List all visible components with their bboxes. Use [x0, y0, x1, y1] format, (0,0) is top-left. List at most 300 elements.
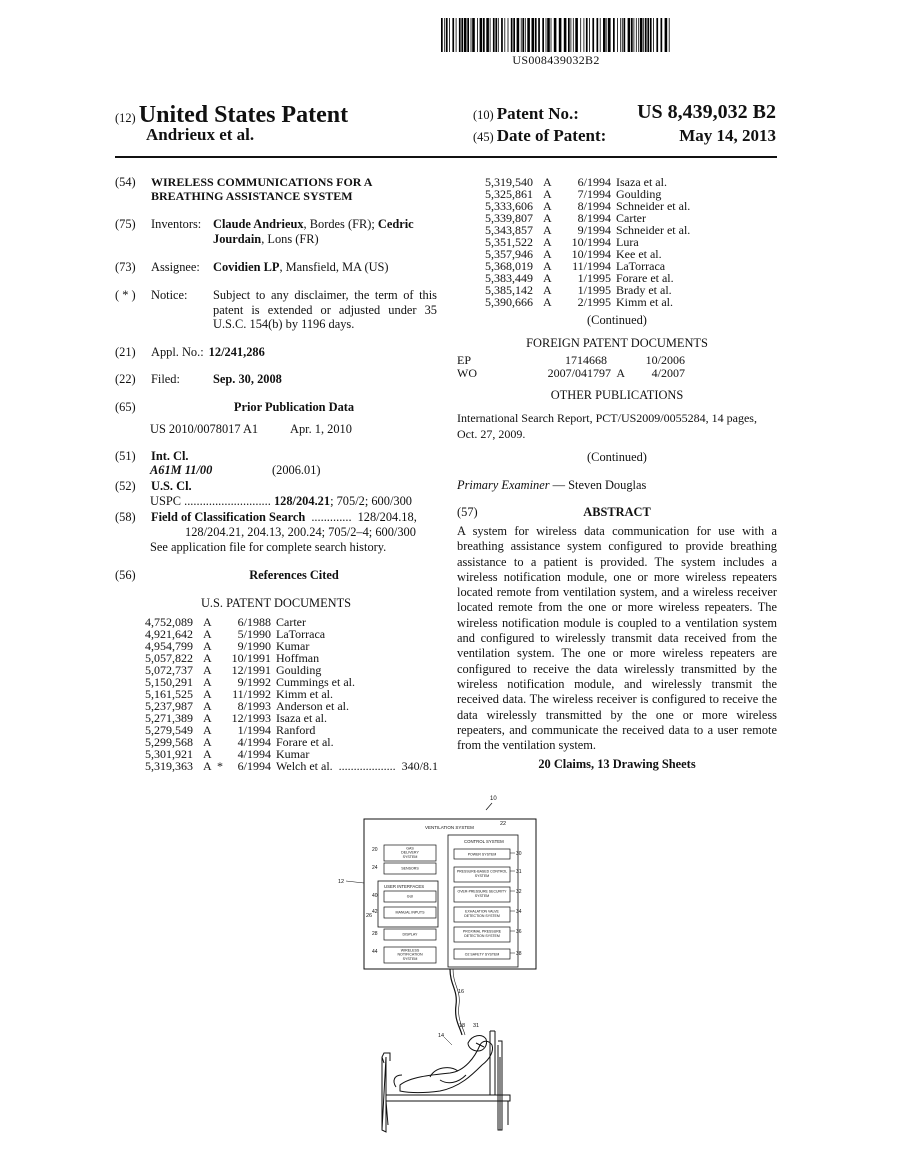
examiner-label: Primary Examiner: [457, 478, 550, 492]
field-line-1-end: 128/204.18,: [357, 510, 417, 524]
ref-name: Brady et al.: [616, 283, 672, 297]
foreign-country: WO: [457, 365, 477, 380]
refs-heading: References Cited: [249, 568, 339, 582]
foreign-date: 4/2007: [651, 365, 685, 380]
ref-number: 5,319,540: [485, 175, 533, 189]
code-10: (10): [473, 108, 494, 122]
filed-field: [115, 372, 282, 387]
ref-kind: A: [543, 223, 552, 237]
barcode-bar: [495, 18, 497, 52]
foreign-row: [457, 354, 777, 367]
ref-date: 8/1994: [577, 211, 611, 225]
ref-number: 5,325,861: [485, 187, 533, 201]
field-line-2: 128/204.21, 204.13, 200.24; 705/2–4; 600/300: [185, 525, 416, 539]
title-field: [115, 175, 435, 203]
figure-box-label: SENSORS: [401, 866, 419, 871]
ref-date: 1/1994: [237, 723, 271, 737]
ref-kind: A: [203, 711, 212, 725]
figure-ref: 44: [372, 949, 378, 955]
ref-number: 5,072,737: [145, 663, 193, 677]
barcode-bar: [444, 18, 445, 52]
figure-box-label: DISPLAY: [402, 932, 418, 937]
ref-date: 10/1994: [571, 235, 611, 249]
ref-number: 5,368,019: [485, 259, 533, 273]
us-references-left: [145, 616, 438, 772]
assignee-name: Covidien LP: [213, 260, 280, 274]
figure-box-label: SYSTEM: [474, 894, 490, 899]
barcode-bar: [554, 18, 557, 52]
figure-ref: 32: [516, 889, 522, 895]
ref-date: 1/1995: [577, 283, 611, 297]
barcode-bar: [559, 18, 562, 52]
ref-number: 5,301,921: [145, 747, 193, 761]
doc-type: United States Patent: [138, 102, 349, 128]
figure-box-label: PROXIMAL PRESSURE: [462, 929, 502, 934]
us-docs-heading: U.S. PATENT DOCUMENTS: [200, 596, 352, 610]
intcl-label: Int. Cl.: [151, 449, 189, 463]
ref-14-leader: [444, 1037, 452, 1045]
barcode-bar: [603, 18, 606, 52]
ref-kind: A: [543, 175, 552, 189]
ref-date: 6/1988: [237, 615, 271, 629]
figure-left-box: [372, 863, 436, 874]
intcl-class: A61M 11/00: [150, 463, 213, 477]
barcode: [441, 18, 671, 52]
ref-date: 7/1994: [577, 187, 611, 201]
barcode-bar: [517, 18, 520, 52]
inventors-value: [213, 217, 438, 246]
ref-name: Welch et al. ................... 340/8.1: [276, 759, 439, 773]
ref-number: 5,299,568: [145, 735, 193, 749]
figure-left-box: [372, 907, 436, 918]
ref-kind: A: [543, 235, 552, 249]
claims-summary: 20 Claims, 13 Drawing Sheets: [538, 757, 696, 771]
appl-number: 12/241,286: [208, 345, 265, 359]
ref-number: 5,319,363: [145, 759, 193, 773]
figure-box-label: EXHALATION VALVE: [465, 909, 499, 914]
figure-box-label: MANUAL INPUTS: [395, 910, 425, 915]
barcode-bar: [525, 18, 526, 52]
ref-kind: A: [543, 259, 552, 273]
ref-date: 11/1992: [232, 687, 271, 701]
uspc-dots: ............................: [184, 494, 271, 508]
figure-ref: 20: [372, 847, 378, 853]
figure-ref: 42: [372, 909, 378, 915]
ref-name: Schneider et al.: [616, 199, 691, 213]
barcode-bar: [643, 18, 644, 52]
ventilation-label: VENTILATION SYSTEM: [425, 825, 474, 830]
ref-name: Ranford: [276, 723, 316, 737]
uspc-line: [150, 494, 412, 509]
ref-kind: A: [543, 283, 552, 297]
continued-2: (Continued): [587, 450, 647, 464]
figure-right-box: [454, 949, 522, 959]
field-label: Field of Classification Search: [151, 510, 306, 524]
references-field: [115, 568, 437, 583]
examiner-line: [457, 478, 646, 493]
uscl-code: (52): [115, 479, 136, 493]
ref-number: 5,390,666: [485, 295, 533, 309]
foreign-country: EP: [457, 353, 472, 367]
ref-number: 5,383,449: [485, 271, 533, 285]
inventors-code: (75): [115, 217, 136, 231]
ref-16: 16: [458, 989, 465, 995]
ref-kind: A: [203, 615, 212, 629]
ref-name: Carter: [616, 211, 646, 225]
figure-right-box: [454, 849, 522, 859]
figure-box-label: DELIVERY: [401, 850, 419, 855]
field-code: (58): [115, 510, 136, 524]
field-line-3: See application file for complete search history.: [150, 540, 387, 554]
barcode-bar: [586, 18, 588, 52]
ref-date: 8/1993: [237, 699, 271, 713]
barcode-bar: [480, 18, 483, 52]
ref-name: Cummings et al.: [276, 675, 355, 689]
ref-10-arrow: [486, 803, 492, 810]
patent-no-line: [473, 104, 579, 124]
figure-box-label: GAS: [406, 846, 414, 851]
barcode-bar: [589, 18, 590, 52]
barcode-bar: [522, 18, 524, 52]
figure-right-box: [454, 927, 522, 942]
ref-10: 10: [490, 796, 497, 802]
figure-ref: 34: [516, 909, 522, 915]
figure-ref: 31: [516, 869, 522, 875]
control-label: CONTROL SYSTEM: [464, 839, 504, 844]
barcode-bar: [449, 18, 450, 52]
figure-box-label: OVER-PRESSURE SECURITY: [457, 889, 507, 894]
barcode-bar: [622, 18, 623, 52]
other-pub-heading: OTHER PUBLICATIONS: [550, 388, 684, 402]
ref-name: Kimm et al.: [276, 687, 333, 701]
ref-date: 9/1990: [237, 639, 271, 653]
barcode-bar: [669, 18, 670, 52]
uspc-rest: ; 705/2; 600/300: [330, 494, 412, 508]
assignee-code: (73): [115, 260, 136, 274]
figure-box-label: SYSTEM: [402, 956, 418, 961]
ref-date: 12/1991: [231, 663, 271, 677]
ref-number: 5,237,987: [145, 699, 193, 713]
filed-code: (22): [115, 372, 136, 386]
barcode-bar: [521, 18, 522, 52]
barcode-bar: [564, 18, 567, 52]
ref-kind: A: [543, 199, 552, 213]
ref-name: Kumar: [276, 747, 310, 761]
ref-name: Kumar: [276, 639, 310, 653]
barcode-bar: [634, 18, 635, 52]
user-interfaces-label: USER INTERFACES: [384, 884, 425, 889]
figure-box-label: GUI: [406, 894, 414, 899]
notice-code: ( * ): [115, 288, 136, 302]
assignee-location: , Mansfield, MA (US): [279, 260, 389, 274]
uscl-field: [115, 479, 192, 494]
figure-box-label: POWER SYSTEM: [467, 852, 497, 857]
barcode-bar: [608, 18, 611, 52]
inventors-field: [115, 217, 440, 246]
ref-date: 9/1994: [577, 223, 611, 237]
left-boxes: [372, 845, 436, 963]
notice-field: [115, 288, 437, 332]
barcode-bar: [513, 18, 515, 52]
assignee-label: Assignee:: [151, 260, 200, 274]
figure-left-box: [372, 947, 436, 963]
barcode-bar: [464, 18, 467, 52]
reference-row: [145, 760, 438, 772]
foreign-number: 2007/041797 A: [547, 365, 625, 380]
uspc-label: USPC: [150, 494, 181, 508]
field-dots: .............: [311, 510, 352, 524]
intcl-code: (51): [115, 449, 136, 463]
ref-number: 5,057,822: [145, 651, 193, 665]
uscl-label: U.S. Cl.: [151, 479, 192, 493]
code-12: (12): [115, 111, 136, 125]
appl-code: (21): [115, 345, 136, 359]
prior-code: (65): [115, 400, 136, 414]
ref-14: 14: [438, 1033, 445, 1039]
barcode-bar: [600, 18, 601, 52]
refs-code: (56): [115, 568, 136, 582]
ref-name: Kimm et al.: [616, 295, 673, 309]
ref-date: 6/1994: [577, 175, 611, 189]
barcode-bar: [532, 18, 535, 52]
ref-name: LaTorraca: [616, 259, 666, 273]
foreign-list: [457, 354, 777, 379]
ref-12-leader: [346, 881, 364, 883]
other-pub-text: International Search Report, PCT/US2009/0055284, 14 pages, Oct. 27, 2009.: [457, 411, 757, 441]
barcode-bar: [456, 18, 457, 52]
barcode-bar: [483, 18, 485, 52]
date-line: [473, 126, 606, 146]
figure-ref: 36: [516, 929, 522, 935]
barcode-bar: [471, 18, 472, 52]
figure-left-box: [372, 845, 436, 861]
ref-date: 10/1994: [571, 247, 611, 261]
barcode-bar: [617, 18, 618, 52]
patent-date: May 14, 2013: [679, 126, 776, 145]
ref-number: 5,339,807: [485, 211, 533, 225]
patent-no-label: Patent No.:: [496, 104, 579, 123]
us-references-right: [485, 176, 690, 308]
barcode-bar: [542, 18, 544, 52]
intcl-field: [115, 449, 189, 464]
figure-box-label: O2 SAFETY SYSTEM: [464, 952, 500, 957]
field-of-search: [115, 510, 417, 525]
ref-12: 12: [338, 879, 345, 885]
ref-name: Goulding: [616, 187, 662, 201]
barcode-bar: [592, 18, 594, 52]
ref-kind: A: [203, 687, 212, 701]
ref-18: 18: [459, 1023, 466, 1029]
header-rule: [115, 156, 777, 158]
ref-kind: A: [543, 187, 552, 201]
abstract-text: A system for wireless data communication for use with a breathing assistance system configured to provide breathing assistance to a patient is provided. The system includes a wireless notification module, one or more wireless repeaters located remote from ventilation system, and a wireless receiver located remote from the one or more wireless repeaters. The wireless notification module is coupled to a ventilation system and configured to wirelessly transmit data received from the ventilation system. The one or more wireless repeaters are configured to receive the data wirelessly transmitted by the wireless notification module, and wirelessly transmit the received data. The wireless receiver is configured to receive the data wirelessly transmitted by the one or more wireless repeaters, and communicate the received data to a user remote from the ventilation system.: [457, 524, 777, 753]
barcode-bar: [546, 18, 547, 52]
assignee-short: Andrieux et al.: [146, 125, 255, 144]
figure-left-box: [372, 929, 436, 940]
barcode-bar: [498, 18, 499, 52]
ref-kind: A: [203, 735, 212, 749]
title-code: (54): [115, 175, 136, 189]
barcode-bar: [573, 18, 574, 52]
barcode-bar: [511, 18, 513, 52]
code-45: (45): [473, 130, 494, 144]
inventor-1-location: , Bordes (FR);: [303, 217, 375, 231]
barcode-bar: [493, 18, 495, 52]
figure-right-box: [454, 907, 522, 922]
barcode-bar: [580, 18, 581, 52]
barcode-bar: [606, 18, 607, 52]
figure-right-box: [454, 887, 522, 902]
ref-date: 9/1992: [237, 675, 271, 689]
ref-22: 22: [500, 821, 507, 827]
ref-kind: A: [203, 651, 212, 665]
barcode-bar: [452, 18, 454, 52]
figure-box-label: DETECTION SYSTEM: [464, 934, 500, 939]
barcode-bar: [490, 18, 491, 52]
figure-left-box: [372, 891, 436, 902]
barcode-bar: [584, 18, 585, 52]
barcode-bar: [628, 18, 631, 52]
barcode-bar: [472, 18, 475, 52]
barcode-bar: [597, 18, 599, 52]
appl-label: Appl. No.:: [151, 345, 204, 359]
foreign-number: 1714668: [565, 353, 607, 367]
barcode-bar: [486, 18, 489, 52]
patent-title: WIRELESS COMMUNICATIONS FOR A BREATHING ASSISTANCE SYSTEM: [151, 175, 372, 204]
barcode-bar: [624, 18, 626, 52]
barcode-bar: [504, 18, 505, 52]
ref-name: LaTorraca: [276, 627, 326, 641]
inventor-2-name: Cedric Jourdain: [213, 217, 414, 246]
barcode-bar: [636, 18, 637, 52]
ref-number: 5,161,525: [145, 687, 193, 701]
ref-date: 1/1995: [577, 271, 611, 285]
barcode-bar: [575, 18, 578, 52]
notice-text: Subject to any disclaimer, the term of this patent is extended or adjusted under 35 U.S.C. 154(b) by 1196 days.: [213, 288, 437, 332]
barcode-bar: [645, 18, 647, 52]
prior-pub-field: [115, 400, 437, 415]
right-boxes: [454, 849, 522, 959]
ref-kind: A *: [203, 759, 224, 773]
abstract-heading-line: [457, 505, 777, 520]
ref-number: 5,343,857: [485, 223, 533, 237]
barcode-bar: [620, 18, 621, 52]
ref-kind: A: [203, 723, 212, 737]
ref-kind: A: [543, 211, 552, 225]
ref-number: 4,954,799: [145, 639, 193, 653]
ref-name: Forare et al.: [616, 271, 674, 285]
filed-date: Sep. 30, 2008: [213, 372, 282, 386]
ref-number: 5,271,389: [145, 711, 193, 725]
patent-number: US 8,439,032 B2: [637, 101, 776, 123]
ref-date: 5/1990: [237, 627, 271, 641]
prior-pub-date: Apr. 1, 2010: [290, 422, 352, 436]
barcode-bar: [640, 18, 643, 52]
foreign-row: [457, 367, 777, 380]
barcode-bar: [653, 18, 654, 52]
ref-date: 2/1995: [577, 295, 611, 309]
ref-number: 5,351,522: [485, 235, 533, 249]
uspc-main: 128/204.21: [273, 494, 331, 508]
barcode-bar: [650, 18, 652, 52]
appl-field: [115, 345, 265, 360]
figure-ref: 24: [372, 865, 378, 871]
ref-26: 26: [366, 913, 373, 919]
reference-row: [485, 296, 690, 308]
foreign-date: 10/2006: [645, 353, 685, 367]
ref-name: Goulding: [276, 663, 322, 677]
figure-right-box: [454, 867, 522, 882]
ref-name: Kee et al.: [616, 247, 662, 261]
figure-box-label: WIRELESS: [400, 948, 420, 953]
ref-number: 5,150,291: [145, 675, 193, 689]
barcode-bar: [547, 18, 550, 52]
ref-date: 4/1994: [237, 747, 271, 761]
prior-pub-number: US 2010/0078017 A1: [150, 422, 259, 436]
ref-kind: A: [203, 663, 212, 677]
ref-number: 5,385,142: [485, 283, 533, 297]
barcode-bar: [467, 18, 469, 52]
ref-name: Isaza et al.: [616, 175, 667, 189]
figure-box-label: DETECTION SYSTEM: [464, 914, 500, 919]
barcode-bar: [551, 18, 552, 52]
barcode-bar: [477, 18, 478, 52]
drawing-figure: [340, 795, 560, 1145]
ref-number: 5,357,946: [485, 247, 533, 261]
ref-number: 5,279,549: [145, 723, 193, 737]
barcode-bar: [647, 18, 649, 52]
filed-label: Filed:: [151, 372, 180, 386]
barcode-bar: [631, 18, 633, 52]
figure-box-label: SYSTEM: [402, 854, 418, 859]
figure-box-label: SYSTEM: [474, 874, 490, 879]
ref-name: Anderson et al.: [276, 699, 349, 713]
inventors-label: Inventors:: [151, 217, 202, 231]
ref-kind: A: [203, 627, 212, 641]
barcode-bar: [441, 18, 443, 52]
ref-name: Isaza et al.: [276, 711, 327, 725]
figure-ref: 30: [516, 851, 522, 857]
ref-kind: A: [543, 295, 552, 309]
barcode-bar: [568, 18, 570, 52]
ref-kind: A: [543, 271, 552, 285]
ref-name: Forare et al.: [276, 735, 334, 749]
abstract-heading: ABSTRACT: [583, 505, 651, 519]
ref-number: 5,333,606: [485, 199, 533, 213]
ref-date: 6/1994: [237, 759, 271, 773]
barcode-bar: [661, 18, 663, 52]
barcode-bar: [665, 18, 668, 52]
figure-box-label: PRESSURE-BASED CONTROL: [456, 869, 508, 874]
date-label: Date of Patent:: [496, 126, 607, 145]
ref-kind: A: [203, 675, 212, 689]
intcl-year: (2006.01): [272, 463, 321, 477]
ref-name: Schneider et al.: [616, 223, 691, 237]
inventor-2-location: , Lons (FR): [261, 231, 319, 246]
barcode-bar: [459, 18, 461, 52]
barcode-bar: [527, 18, 530, 52]
barcode-bar: [508, 18, 509, 52]
ref-name: Lura: [616, 235, 639, 249]
figure-ref: 40: [372, 893, 378, 899]
ref-kind: A: [203, 639, 212, 653]
ref-date: 11/1994: [572, 259, 611, 273]
inventor-1-name: Claude Andrieux: [213, 217, 304, 231]
barcode-bar: [501, 18, 503, 52]
barcode-bar: [446, 18, 448, 52]
barcode-bar: [535, 18, 537, 52]
ref-date: 4/1994: [237, 735, 271, 749]
